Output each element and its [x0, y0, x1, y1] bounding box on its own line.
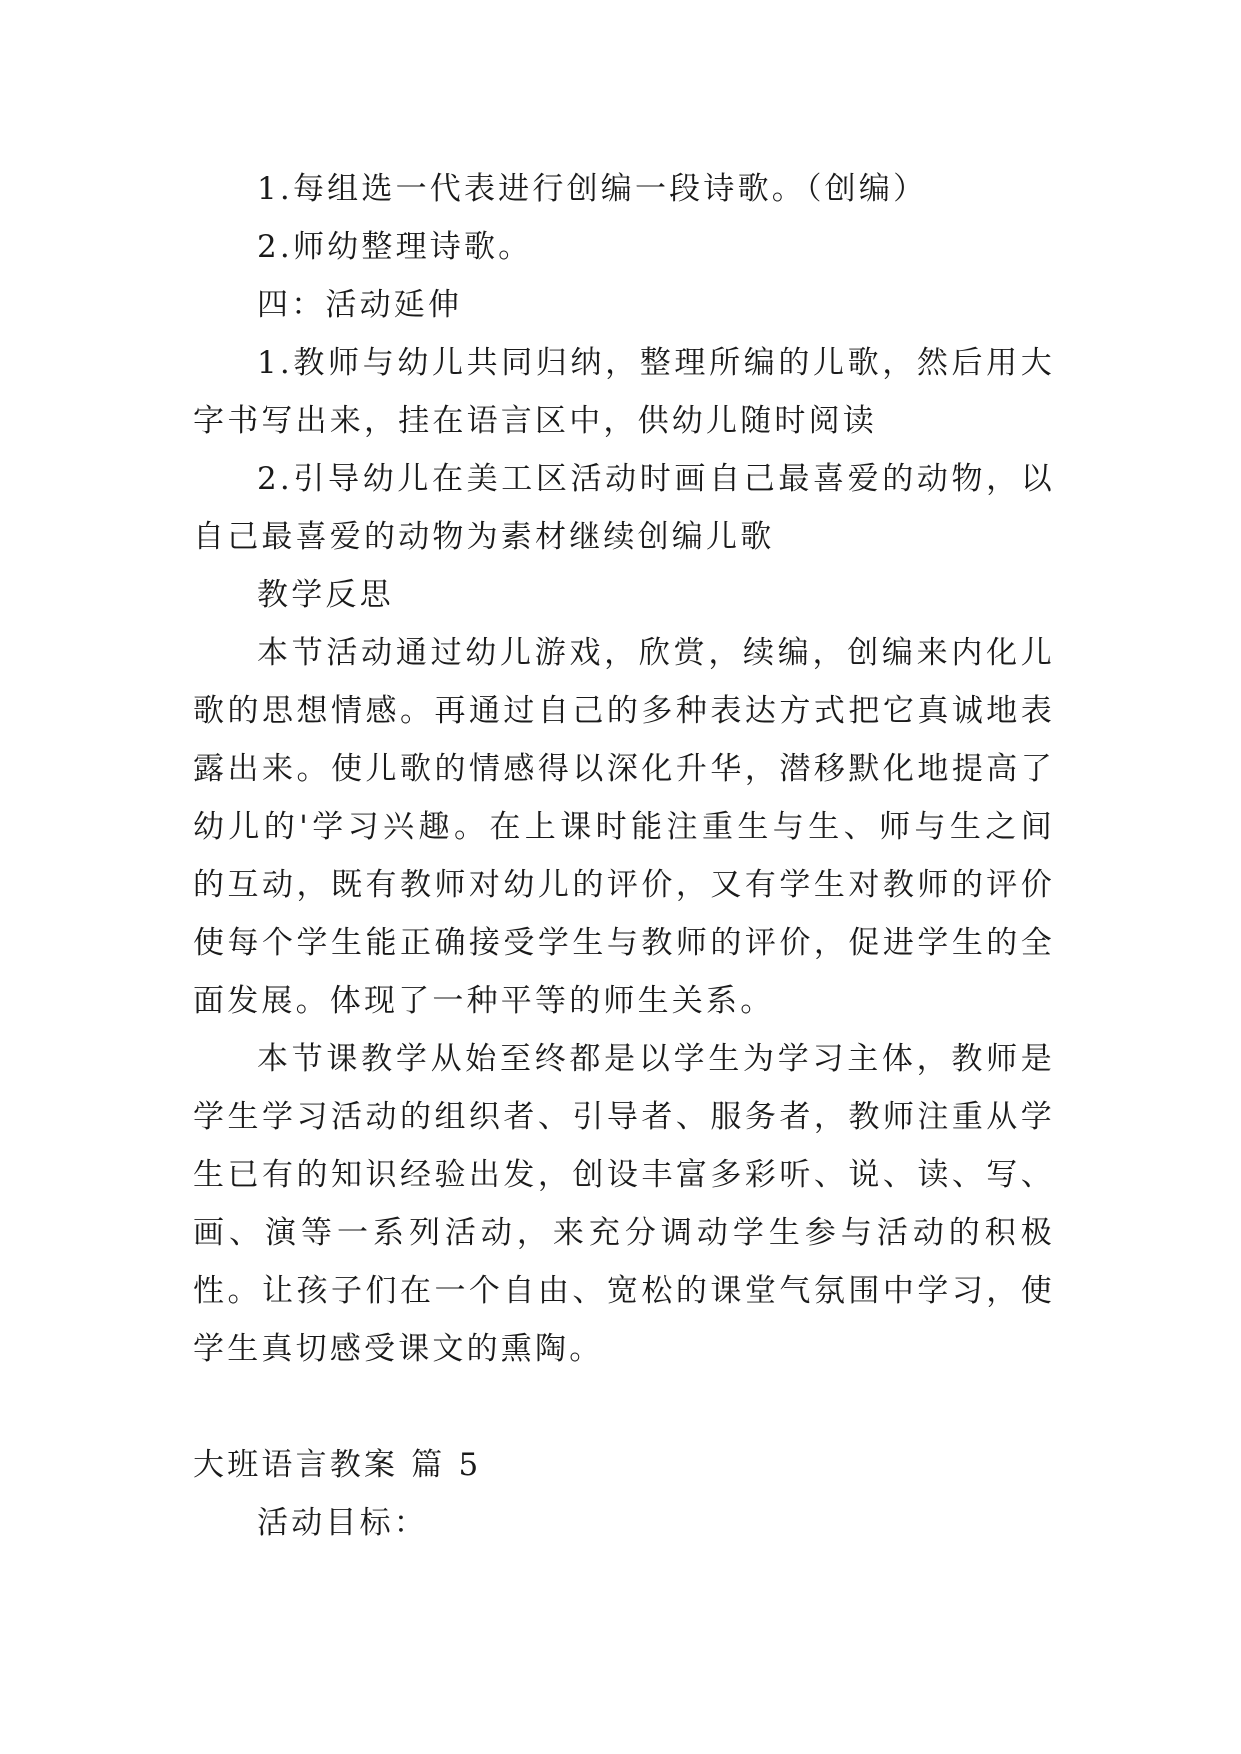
paragraph-activity-goals: 活动目标：: [257, 1505, 428, 1541]
paragraph-reflection-2: 本节课教学从始至终都是以学生为学习主体，教师是学生学习活动的组织者、引导者、服务者，教师注重从学生已有的知识经验出发，创设丰富多彩听、说、读、写、画、演等一系列活动，来充分调动学生参与活动的积极性。让孩子们在一个自由、宽松的课堂气氛围中学习，使学生真切感受课文的熏陶。: [193, 1041, 1055, 1367]
section-spacer: [193, 1378, 1055, 1436]
paragraph-organize-poem: 2.师幼整理诗歌。: [257, 229, 533, 265]
paragraph-extension-2: 2.引导幼儿在美工区活动时画自己最喜爱的动物，以自己最喜爱的动物为素材继续创编儿歌: [193, 461, 1055, 555]
paragraph-extension-1: 1.教师与幼儿共同归纳，整理所编的儿歌，然后用大字书写出来，挂在语言区中，供幼儿随时阅读: [193, 345, 1055, 439]
section-title: 大班语言教案 篇 5: [193, 1447, 482, 1483]
heading-teaching-reflection: 教学反思: [257, 577, 394, 613]
paragraph-reflection-1: 本节活动通过幼儿游戏，欣赏，续编，创编来内化儿歌的思想情感。再通过自己的多种表达方式把它真诚地表露出来。使儿歌的情感得以深化升华，潜移默化地提高了幼儿的'学习兴趣。在上课时能注重生与生、师与生之间的互动，既有教师对幼儿的评价，又有学生对教师的评价使每个学生能正确接受学生与教师的评价，促进学生的全面发展。体现了一种平等的师生关系。: [193, 635, 1055, 1019]
heading-activity-extension: 四：活动延伸: [257, 287, 463, 323]
paragraph-create-poem: 1.每组选一代表进行创编一段诗歌。（创编）: [257, 171, 928, 207]
document-body: [193, 160, 1055, 1552]
